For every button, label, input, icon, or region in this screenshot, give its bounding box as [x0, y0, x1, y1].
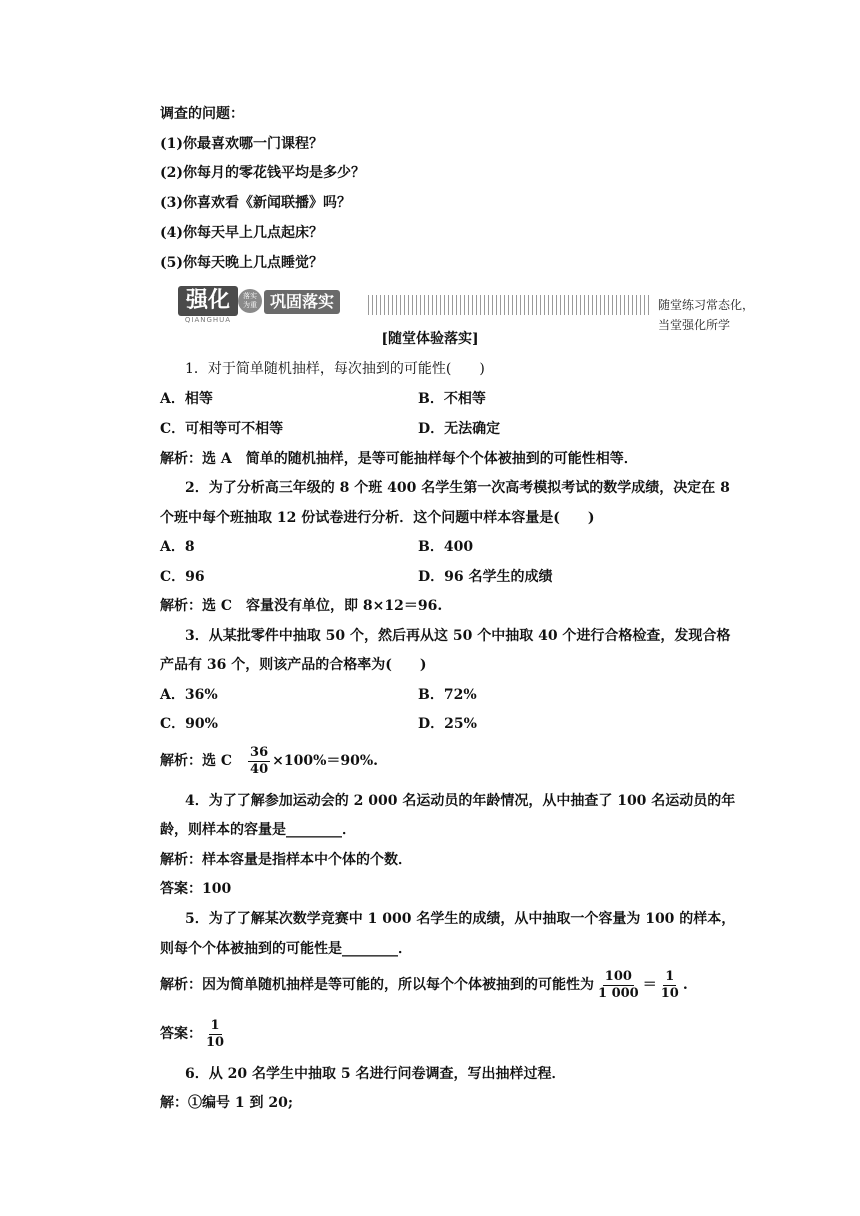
- option-a: A．8: [160, 539, 195, 555]
- period: .: [682, 977, 688, 993]
- fraction-numerator: 36: [250, 744, 269, 760]
- option-d: D．25%: [418, 716, 477, 732]
- option-a: A．36%: [160, 687, 218, 703]
- answer-label: 答案：: [160, 1026, 202, 1042]
- fraction-denominator: 40: [250, 761, 269, 777]
- survey-question: (5)你每天晚上几点睡觉？: [160, 255, 323, 271]
- option-d: D．无法确定: [418, 421, 501, 437]
- section-title: [随堂体验落实]: [381, 331, 479, 347]
- answer-label: 答案：: [160, 881, 202, 897]
- banner-caption: 随堂练习常态化，当堂强化所学: [652, 295, 768, 315]
- question-stem: 1．对于简单随机抽样，每次抽到的可能性( ): [185, 361, 485, 377]
- fraction-numerator: 1: [665, 968, 675, 984]
- banner-circle-text-bottom: 为重: [243, 301, 257, 309]
- answer: [160, 879, 231, 899]
- analysis-text: ×100%＝90%.: [272, 753, 379, 769]
- answer: [160, 1017, 228, 1051]
- option-b: B．不相等: [418, 391, 486, 407]
- question-stem: 则每个个体被抽到的可能性是________．: [160, 941, 412, 957]
- analysis-text: 选 C: [202, 753, 247, 769]
- fraction-denominator: 10: [206, 1034, 225, 1050]
- survey-question: (1)你最喜欢哪一门课程？: [160, 136, 323, 152]
- analysis-text: 选 C 容量没有单位，即 8×12＝96.: [202, 598, 443, 614]
- analysis-label: 解析：: [160, 852, 202, 868]
- analysis: [160, 449, 638, 469]
- survey-question: (2)你每月的零花钱平均是多少？: [160, 165, 365, 181]
- option-b: B．400: [418, 539, 474, 555]
- question-stem: 产品有 36 个，则该产品的合格率为( ): [160, 657, 427, 673]
- analysis-text: 选 A 简单的随机抽样，是等可能抽样每个个体被抽到的可能性相等．: [202, 451, 638, 467]
- analysis-text: 因为简单随机抽样是等可能的，所以每个个体被抽到的可能性为: [202, 977, 594, 993]
- question-stem: 个班中每个班抽取 12 份试卷进行分析．这个问题中样本容量是( ): [160, 510, 595, 526]
- banner-logo-secondary: 巩固落实: [264, 290, 340, 314]
- fraction-numerator: 1: [210, 1017, 220, 1033]
- option-d: D．96 名学生的成绩: [418, 569, 553, 585]
- solution: [160, 1093, 293, 1113]
- banner-logo: 强化: [178, 286, 238, 316]
- question-stem: 2．为了分析高三年级的 8 个班 400 名学生第一次高考模拟考试的数学成绩，决定在 8: [185, 480, 730, 496]
- analysis: [160, 968, 688, 1002]
- fraction-denominator: 10: [660, 985, 679, 1001]
- fraction: [596, 969, 641, 1002]
- option-b: B．72%: [418, 687, 477, 703]
- survey-heading: 调查的问题：: [160, 106, 244, 122]
- fraction-denominator: 1 000: [598, 985, 639, 1001]
- fraction: [204, 1018, 226, 1051]
- fraction: [659, 969, 681, 1002]
- analysis-label: 解析：: [160, 753, 202, 769]
- equals-sign: ＝: [642, 977, 657, 993]
- fraction-numerator: 100: [604, 968, 632, 984]
- fraction: [248, 745, 270, 778]
- analysis-label: 解析：: [160, 977, 202, 993]
- option-a: A．相等: [160, 391, 213, 407]
- solution-step: ①编号 1 到 20;: [188, 1095, 294, 1111]
- banner-logo-pinyin: QIANGHUA: [184, 316, 232, 324]
- analysis-label: 解析：: [160, 598, 202, 614]
- banner-logo-circle: [238, 289, 262, 313]
- question-stem: 4．为了了解参加运动会的 2 000 名运动员的年龄情况，从中抽查了 100 名运动员的年: [185, 793, 736, 809]
- analysis-text: 样本容量是指样本中个体的个数．: [202, 852, 412, 868]
- question-stem: 6．从 20 名学生中抽取 5 名进行问卷调查，写出抽样过程．: [185, 1066, 566, 1082]
- analysis-label: 解析：: [160, 451, 202, 467]
- answer-value: 100: [202, 881, 232, 897]
- question-stem: 3．从某批零件中抽取 50 个，然后再从这 50 个中抽取 40 个进行合格检查，发现合格: [185, 628, 731, 644]
- question-stem: 龄，则样本的容量是________．: [160, 822, 356, 838]
- analysis: [160, 850, 412, 870]
- analysis: [160, 744, 378, 778]
- survey-question: (3)你喜欢看《新闻联播》吗？: [160, 195, 351, 211]
- solution-label: 解：: [160, 1095, 188, 1111]
- section-banner: [178, 286, 768, 332]
- option-c: C．90%: [160, 716, 218, 732]
- analysis: [160, 596, 442, 616]
- option-c: C．可相等可不相等: [160, 421, 284, 437]
- banner-circle-text-top: 落实: [243, 292, 257, 300]
- survey-question: (4)你每天早上几点起床？: [160, 225, 323, 241]
- question-stem: 5．为了了解某次数学竞赛中 1 000 名学生的成绩，从中抽取一个容量为 100 的样本，: [185, 911, 736, 927]
- option-c: C．96: [160, 569, 205, 585]
